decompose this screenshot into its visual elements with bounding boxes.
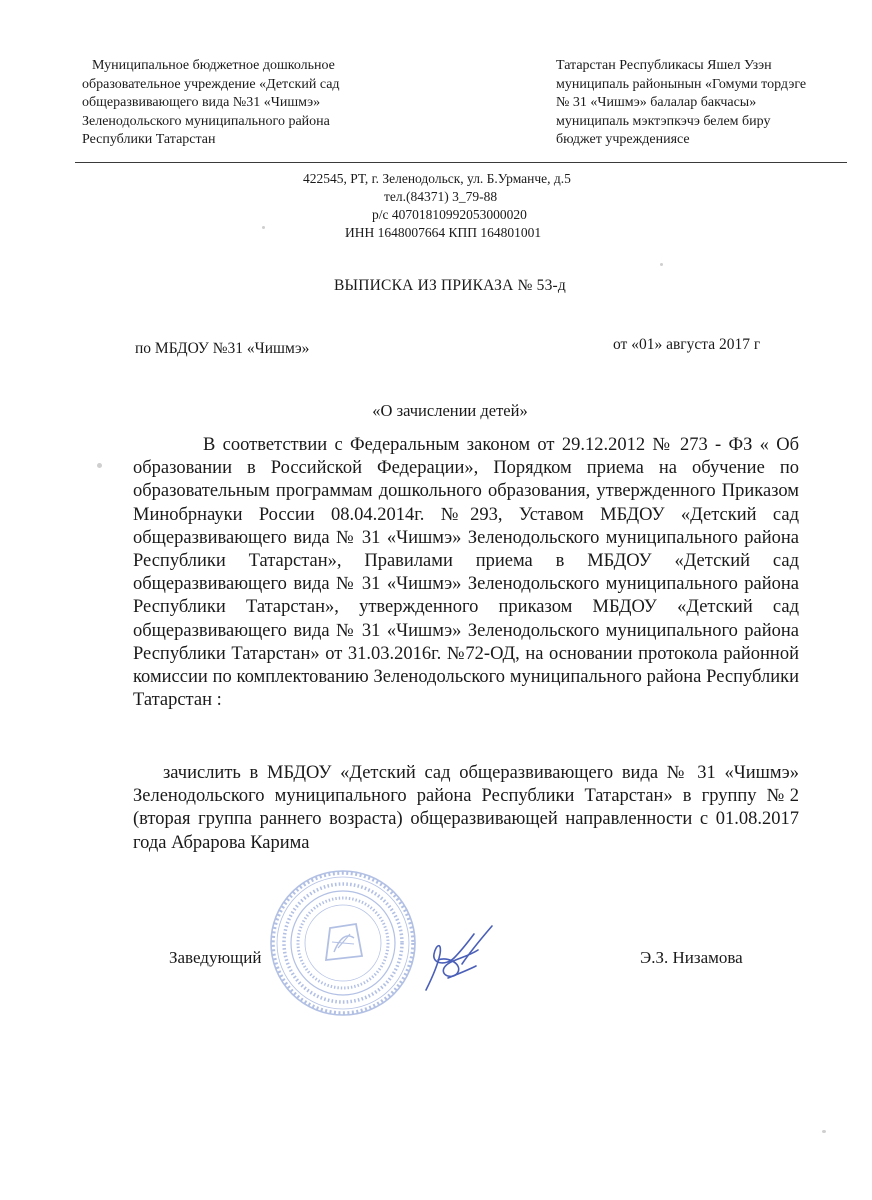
scan-speck xyxy=(262,226,265,229)
address-street: 422545, РТ, г. Зеленодольск, ул. Б.Урманче, д.5 xyxy=(303,171,571,186)
handwritten-signature xyxy=(418,920,498,995)
header-left-line: Зеленодольского муниципального района xyxy=(82,113,330,129)
header-right-line: муниципаль районынын «Гомуми тордэге xyxy=(556,76,807,92)
header-left-line: Муниципальное бюджетное дошкольное xyxy=(92,58,335,73)
signer-role: Заведующий xyxy=(169,948,262,967)
header-divider xyxy=(75,162,847,163)
header-left-line: общеразвивающего вида №31 «Чишмэ» xyxy=(82,95,321,110)
signer-name: Э.З. Низамова xyxy=(640,948,743,967)
order-organization: по МБДОУ №31 «Чишмэ» xyxy=(135,340,310,357)
document-title: ВЫПИСКА ИЗ ПРИКАЗА № 53-д xyxy=(333,277,567,294)
header-left-line: образовательное учреждение «Детский сад xyxy=(82,76,340,92)
order-body-paragraph: В соответствии с Федеральным законом от 29.12.2012 № 273 - ФЗ « Об образовании в Российской Федерации», Порядком приема на обучение по образовательным программам дошкольного образования, утвержденного Приказом Минобрнауки России 08.04.2014г. №293, Уставом МБДОУ «Детский сад общеразвивающего вида № 31 «Чишмэ» Зеленодольского муниципального района Республики Татарстан», Правилами приема в МБДОУ «Детский сад общеразвивающего вида № 31 «Чишмэ» Зеленодольского муниципального района Республики Татарстан», утвержденного приказом МБДОУ «Детский сад общеразвивающего вида № 31 «Чишмэ» Зеленодольского муниципального района Республики Татарстан» от 31.03.2016г. №72-ОД, на основании протокола районной комиссии по комплектованию Зеленодольского муниципального района Республики Татарстан : xyxy=(133,435,799,711)
header-right-line: Татарстан Республикасы Яшел Узэн xyxy=(556,58,772,73)
header-right-line: № 31 «Чишмэ» балалар бакчасы» xyxy=(556,95,757,110)
header-right-block xyxy=(556,57,856,150)
order-decree xyxy=(133,762,799,855)
scan-speck xyxy=(822,1130,826,1133)
order-body xyxy=(133,434,799,712)
header-right-line: бюджет учреждениясе xyxy=(556,132,690,147)
order-decree-text: зачислить в МБДОУ «Детский сад общеразвивающего вида № 31 «Чишмэ» Зеленодольского муниципального района Республики Татарстан» в группу №2 (вторая группа раннего возраста) общеразвивающей направленности с 01.08.2017 года Абрарова Карима xyxy=(133,763,799,853)
scan-speck xyxy=(660,263,663,266)
header-left-line: Республики Татарстан xyxy=(82,132,216,147)
scan-speck xyxy=(97,463,102,468)
official-seal-stamp xyxy=(268,868,418,1018)
address-phone: тел.(84371) 3_79-88 xyxy=(384,189,498,204)
order-date: от «01» августа 2017 г xyxy=(613,336,761,353)
address-inn-kpp: ИНН 1648007664 КПП 164801001 xyxy=(345,225,542,240)
header-right-line: муниципаль мэктэпкэчэ белем биру xyxy=(556,113,771,129)
header-left-block xyxy=(82,57,412,150)
order-subject: «О зачислении детей» xyxy=(372,401,528,420)
address-account: р/с 40701810992053000020 xyxy=(372,207,527,222)
